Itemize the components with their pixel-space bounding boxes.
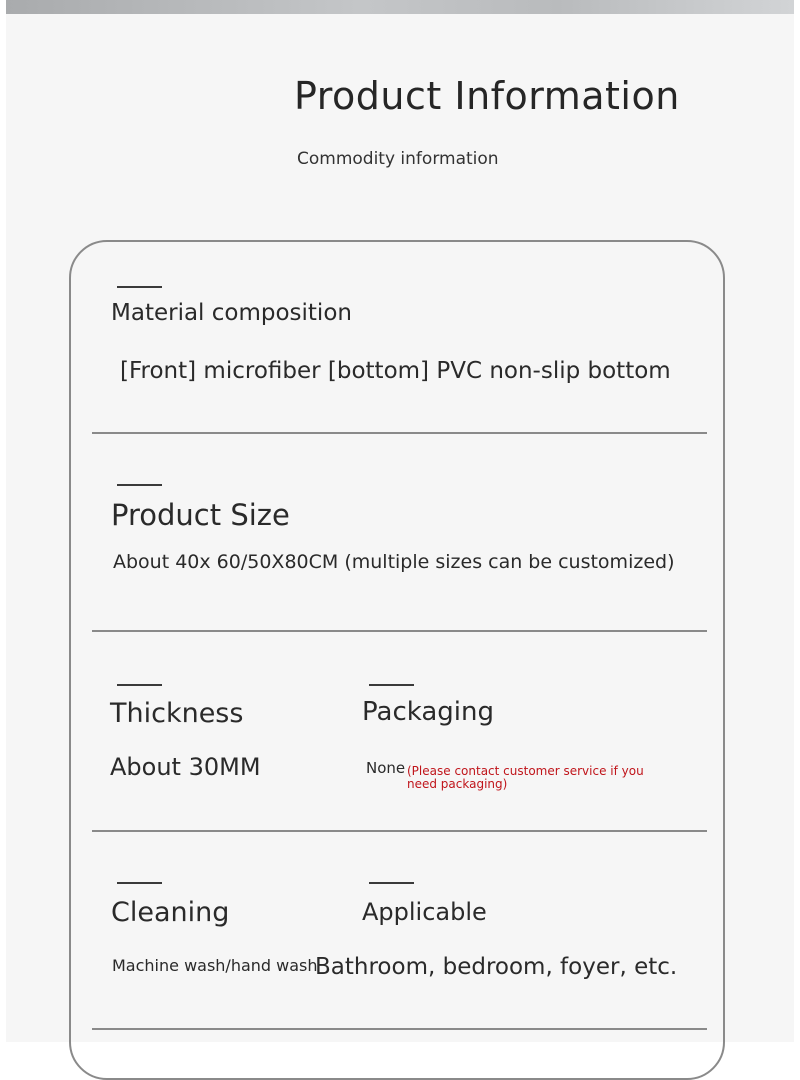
section-accent-line	[369, 882, 414, 884]
thickness-value: About 30MM	[110, 753, 261, 781]
page-title: Product Information	[294, 74, 680, 118]
packaging-label: Packaging	[362, 697, 494, 727]
size-value: About 40x 60/50X80CM (multiple sizes can be customized)	[113, 551, 675, 573]
section-accent-line	[117, 882, 162, 884]
applicable-value: Bathroom, bedroom, foyer, etc.	[315, 954, 678, 980]
section-accent-line	[117, 484, 162, 486]
packaging-note: (Please contact customer service if you need packaging)	[407, 764, 644, 791]
section-accent-line	[117, 286, 162, 288]
cleaning-label: Cleaning	[111, 897, 230, 928]
size-label: Product Size	[111, 498, 290, 532]
material-label: Material composition	[111, 300, 352, 326]
cleaning-value: Machine wash/hand wash	[112, 956, 318, 975]
section-divider	[92, 630, 707, 632]
packaging-value: None	[366, 759, 406, 777]
material-value: [Front] microfiber [bottom] PVC non-slip bottom	[120, 358, 671, 384]
page-subtitle: Commodity information	[297, 149, 499, 169]
section-accent-line	[117, 684, 162, 686]
thickness-label: Thickness	[110, 698, 244, 729]
section-divider	[92, 432, 707, 434]
applicable-label: Applicable	[362, 898, 487, 926]
section-divider	[92, 1028, 707, 1030]
section-accent-line	[369, 684, 414, 686]
header-photo-strip	[6, 0, 794, 14]
section-divider	[92, 830, 707, 832]
